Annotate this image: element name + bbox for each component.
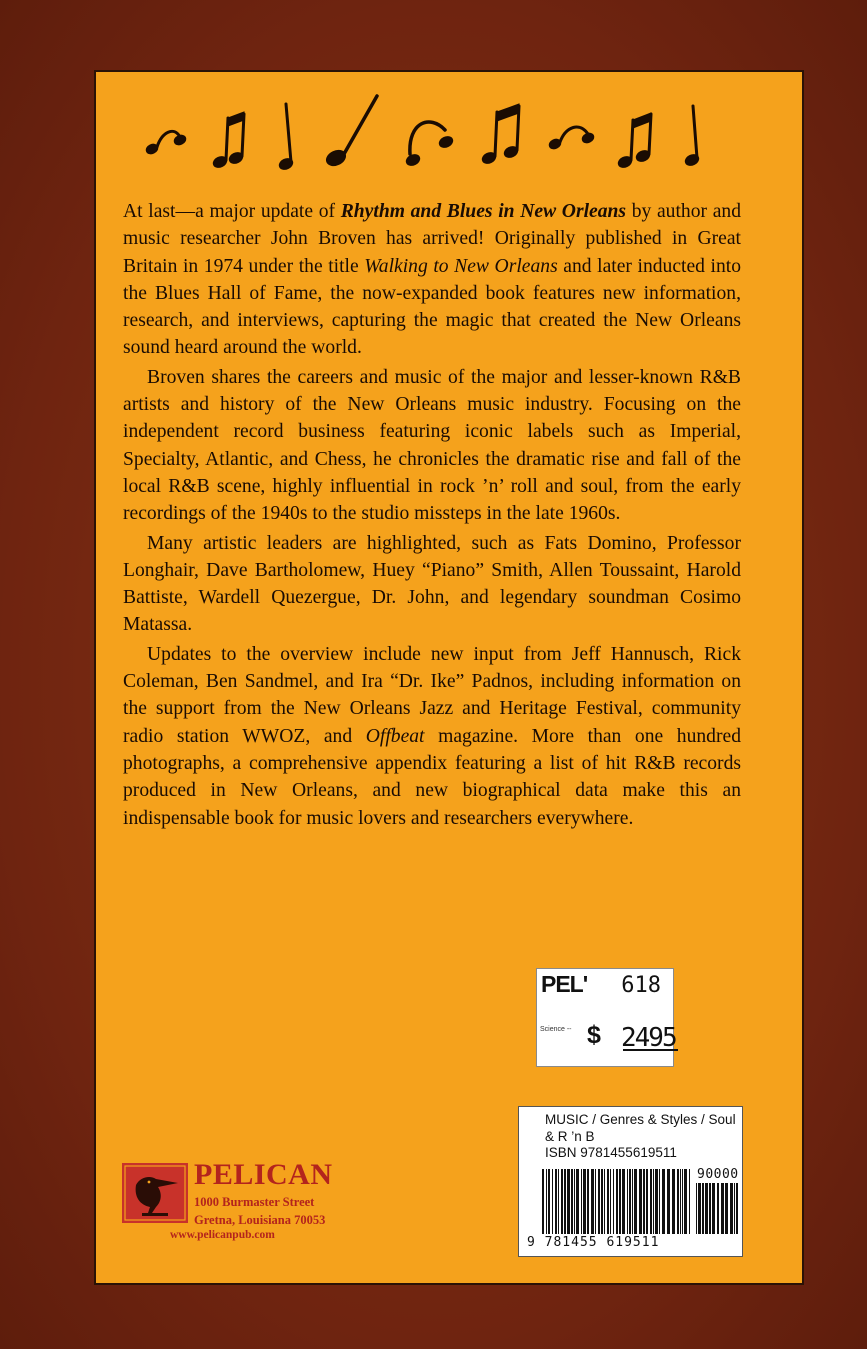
isbn-barcode-box <box>518 1106 743 1257</box>
sticker-number: 618 <box>621 973 661 998</box>
sticker-dollar-sign: $ <box>587 1021 601 1049</box>
former-title-emphasis: Walking to New Orleans <box>364 255 558 277</box>
publisher-city: Gretna, Louisiana 70053 <box>194 1213 326 1227</box>
sticker-small-text: Science -- <box>540 1026 572 1033</box>
description-paragraph-1: At last—a major update of Rhythm and Blues in New Orleans by author and music researcher John Broven has arrived! Originally published in Great Britain in 1974 under the title Walking to New Orleans and later inducted into the Blues Hall of Fame, the now-expanded book features new information, research, and interviews, capturing the magic that created the New Orleans sound heard around the world. <box>123 201 742 359</box>
sticker-price: 2495 <box>621 1023 676 1053</box>
music-note-icon <box>145 131 188 155</box>
addon-barcode-icon <box>695 1183 739 1234</box>
sticker-store-code: PEL' <box>541 971 588 997</box>
barcode-icon <box>541 1169 691 1234</box>
isbn-label: ISBN 9781455619511 <box>545 1145 677 1160</box>
pelican-logo-icon <box>122 1163 188 1223</box>
beamed-notes-icon <box>617 113 652 169</box>
music-notes-decoration <box>140 92 710 177</box>
description-paragraph-3: Many artistic leaders are highlighted, such as Fats Domino, Professor Longhair, Dave Bartholomew, Huey “Piano” Smith, Allen Toussaint, Harold Battiste, Wardell Quezergue, Dr. John, and legendary soundman Cosimo Matassa. <box>123 532 741 636</box>
addon-price-code: 90000 <box>697 1167 739 1182</box>
description-paragraph-2: Broven shares the careers and music of the major and lesser-known R&B artists and history of the New Orleans music industry. Focusing on the independent record business featuring iconic labels such as Imperial, Specialty, Atlantic, and Chess, he chronicles the dramatic rise and fall of the local R&B scene, highly influential in rock ’n’ roll and soul, from the early recordings of the 1940s to the studio missteps in the late 1960s. <box>123 366 741 525</box>
music-note-icon <box>548 127 596 151</box>
tilted-note-icon <box>324 96 377 169</box>
publisher-address <box>194 1193 325 1229</box>
publisher-website: www.pelicanpub.com <box>170 1229 275 1241</box>
subject-category: MUSIC / Genres & Styles / Soul & R ’n B <box>545 1112 736 1144</box>
quarter-note-icon <box>278 104 295 171</box>
barcode-digits: 9 781455 619511 <box>527 1235 660 1250</box>
publisher-name: PELICAN <box>194 1158 333 1191</box>
quarter-note-icon <box>684 106 701 167</box>
book-description <box>123 198 741 834</box>
music-note-icon <box>405 122 455 167</box>
beamed-notes-icon <box>481 104 520 165</box>
beamed-notes-icon <box>212 112 245 169</box>
magazine-title-emphasis: Offbeat <box>365 725 425 747</box>
price-sticker <box>536 968 674 1067</box>
book-title-emphasis: Rhythm and Blues in New Orleans <box>340 201 627 222</box>
description-paragraph-4: Updates to the overview include new input from Jeff Hannusch, Rick Coleman, Ben Sandmel, and Ira “Dr. Ike” Padnos, including information on the support from the New Orleans Jazz and Heritage Festival, community radio station WWOZ, and Offbeat magazine. More than one hundred photographs, a comprehensive appendix featuring a list of hit R&B records produced in New Orleans, and new biographical data make this an indispensable book for music lovers and researchers everywhere. <box>123 643 741 829</box>
publisher-street: 1000 Burmaster Street <box>194 1195 315 1209</box>
